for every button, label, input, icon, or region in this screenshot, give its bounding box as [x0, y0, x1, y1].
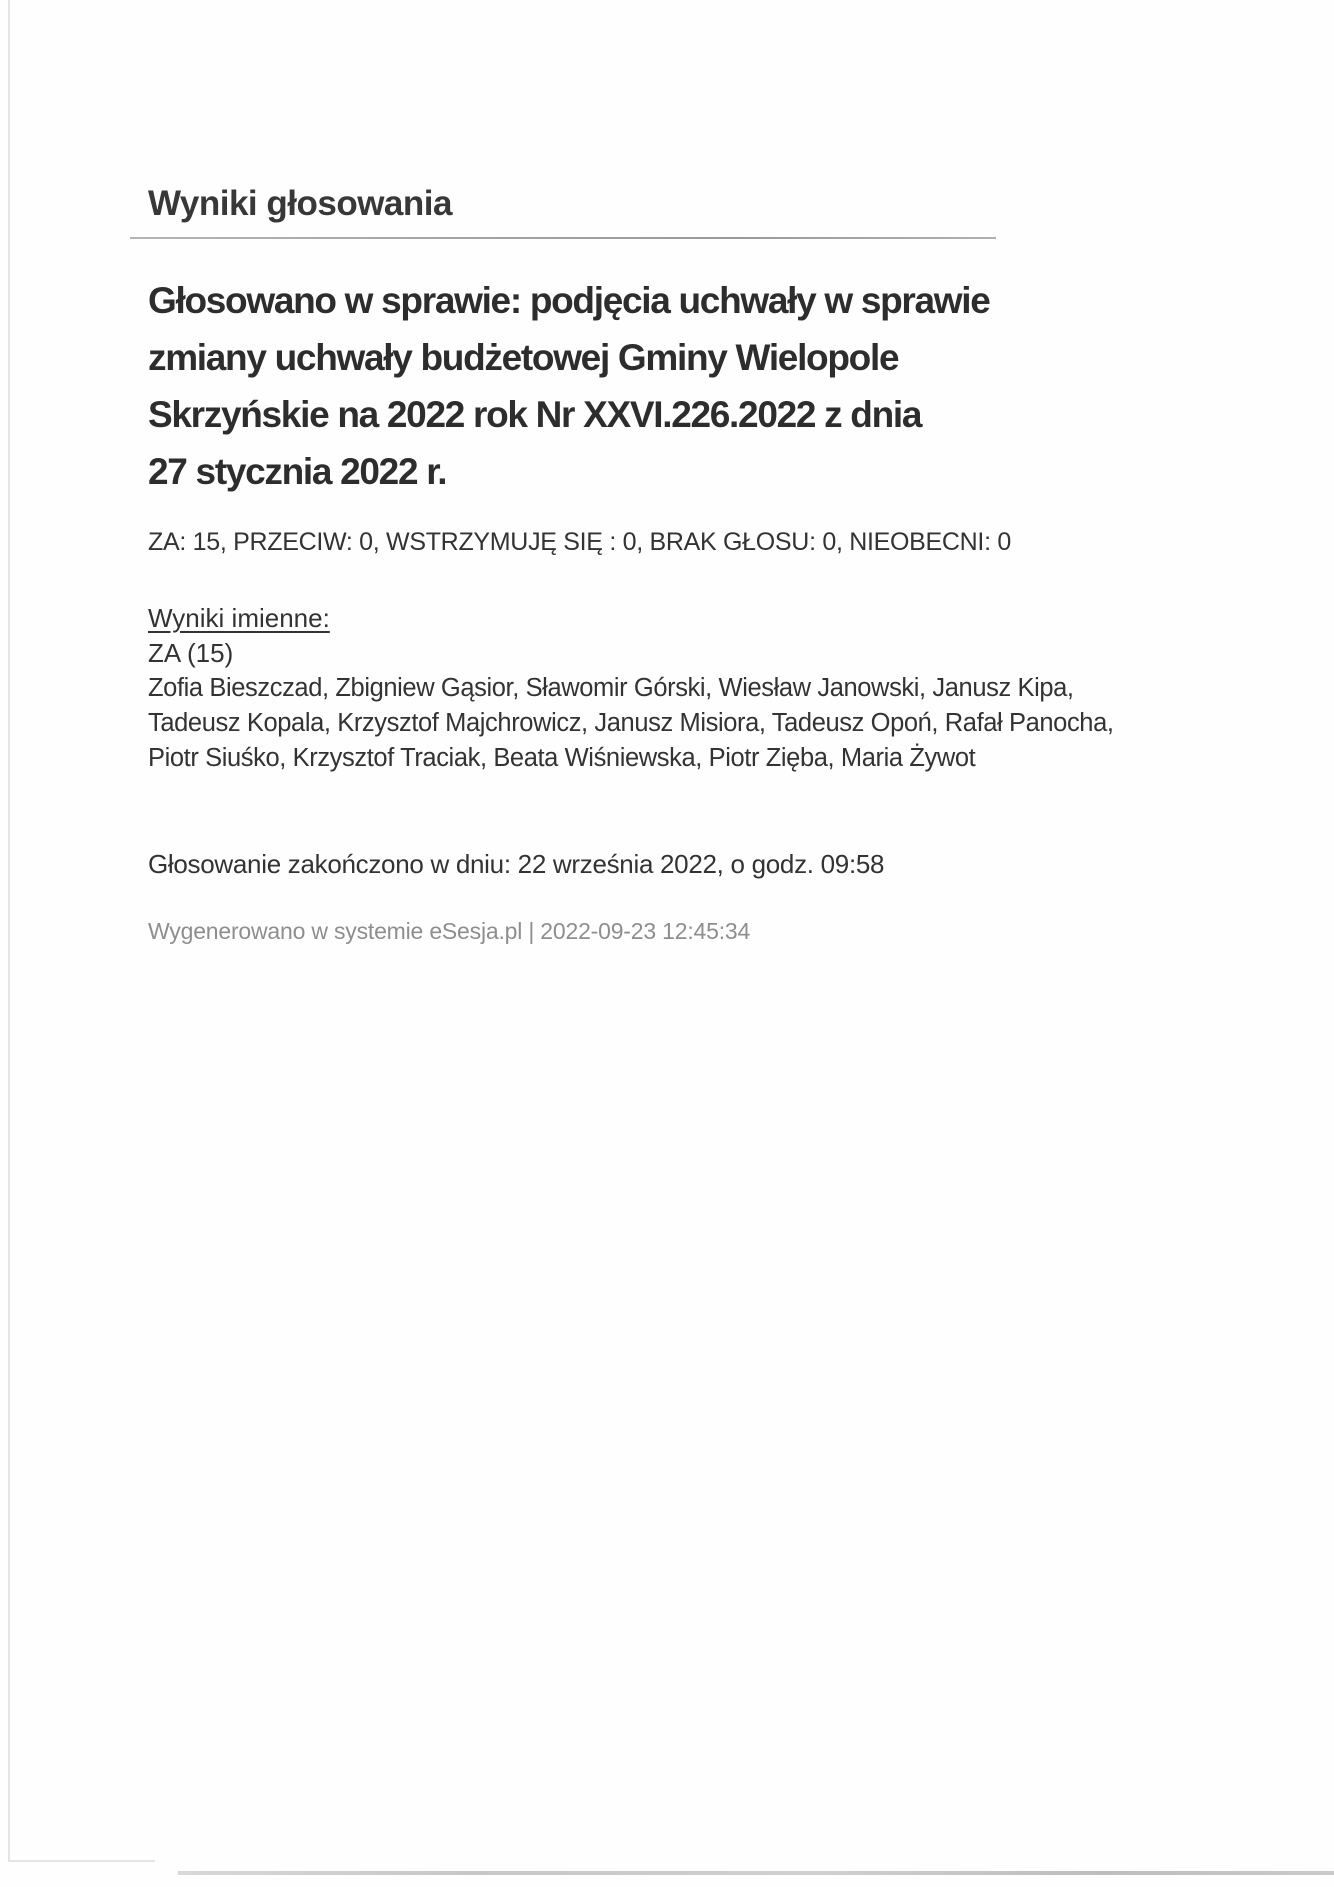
vote-group-label: ZA (15) — [148, 638, 234, 668]
vote-subject-line: zmiany uchwały budżetowej Gminy Wielopole — [148, 337, 899, 378]
page-title: Wyniki głosowania — [148, 184, 452, 223]
voter-names-list — [148, 671, 1334, 776]
vote-summary-line: ZA: 15, PRZECIW: 0, WSTRZYMUJĘ SIĘ : 0, BRAK GŁOSU: 0, NIEOBECNI: 0 — [148, 528, 1011, 556]
voting-closed-line: Głosowanie zakończono w dniu: 22 września 2022, o godz. 09:58 — [148, 849, 885, 879]
named-results-section — [148, 601, 1334, 776]
vote-subject-line: Skrzyńskie na 2022 rok Nr XXVI.226.2022 z dnia — [148, 394, 922, 435]
scan-artifact-corner — [10, 1860, 155, 1862]
voter-names-line: Tadeusz Kopala, Krzysztof Majchrowicz, Janusz Misiora, Tadeusz Opoń, Rafał Panocha, — [148, 709, 1114, 737]
voter-names-line: Zofia Bieszczad, Zbigniew Gąsior, Sławomir Górski, Wiesław Janowski, Janusz Kipa, — [148, 674, 1074, 702]
scan-artifact-bottom-line — [178, 1871, 1334, 1875]
vote-subject-line: Głosowano w sprawie: podjęcia uchwały w sprawie — [148, 280, 990, 321]
vote-subject-heading — [148, 272, 1334, 500]
generation-footer: Wygenerowano w systemie eSesja.pl | 2022-09-23 12:45:34 — [148, 918, 751, 944]
title-divider — [130, 237, 996, 239]
results-section-label: Wyniki imienne: — [148, 603, 330, 633]
vote-subject-line: 27 stycznia 2022 r. — [148, 451, 447, 492]
voter-names-line: Piotr Siuśko, Krzysztof Traciak, Beata Wiśniewska, Piotr Zięba, Maria Żywot — [148, 744, 976, 772]
